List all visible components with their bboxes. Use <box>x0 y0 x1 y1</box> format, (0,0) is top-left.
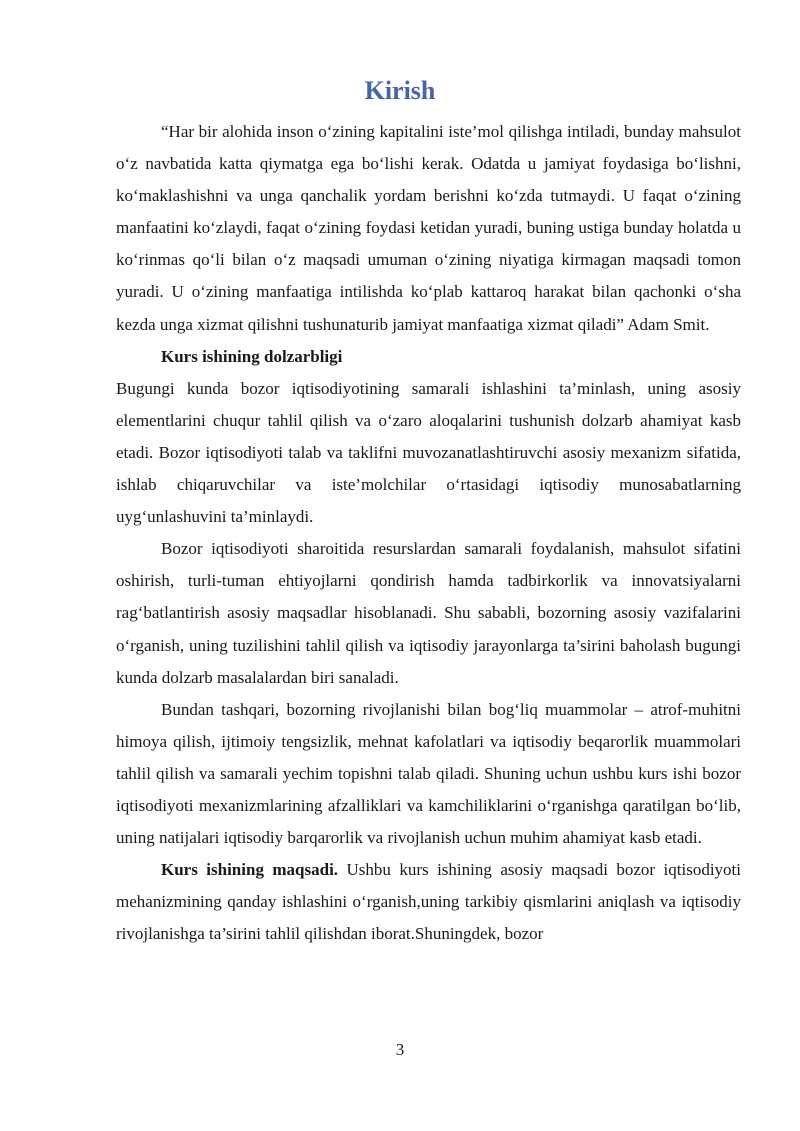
goal-label: Kurs ishining maqsadi. <box>161 860 339 880</box>
page-title: Kirish <box>364 76 436 105</box>
paragraph-3: Bundan tashqari, bozorning rivojlanishi bilan bog‘liq muammolar – atrof-muhitni himoya qilish, ijtimoiy tengsizlik, mehnat kafolatlari va iqtisodiy beqarorlik muammolari tahlil qilish va samarali yechim topishni talab qiladi. Shuning uchun ushbu kurs ishi bozor iqtisodiyoti mexanizmlarining afzalliklari va kamchiliklarini o‘rganishga qaratilgan bo‘lib, uning natijalari iqtisodiy barqarorlik va rivojlanish uchun muhim ahamiyat kasb etadi. <box>116 699 741 848</box>
page-number: 3 <box>395 1040 405 1059</box>
paragraph-2: Bozor iqtisodiyoti sharoitida resurslardan samarali foydalanish, mahsulot sifatini oshirish, turli-tuman ehtiyojlarni qondirish hamda tadbirkorlik va innovatsiyalarni rag‘batlantirish asosiy maqsadlar hisoblanadi. Shu sababli, bozorning asosiy vazifalarini o‘rganish, uning tuzilishini tahlil qilish va iqtisodiy jarayonlarga ta’sirini baholash bugungi kunda dolzarb masalalardan biri sanaladi. <box>116 539 741 687</box>
epigraph-quote: “Har bir alohida inson o‘zining kapitalini iste’mol qilishga intiladi, bunday mahsulot o‘z navbatida katta qiymatga ega bo‘lishi kerak. Odatda u jamiyat foydasiga bo‘lishni, ko‘maklashishni va unga qanchalik yordam berishni ko‘zda tutmaydi. U faqat o‘zining manfaatini ko‘zlaydi, faqat o‘zining foydasi ketidan yuradi, buning ustiga bunday holatda u ko‘rinmas qo‘li bilan o‘z maqsadi umuman o‘zining niyatiga kirmagan maqsadi tomon yuradi. U o‘zining manfaatiga intilishda ko‘plab kattaroq harakat bilan qachonki o‘sha kezda unga xizmat qilishni tushunaturib jamiyat manfaatiga xizmat qiladi” Adam Smit. <box>116 122 741 334</box>
goal-paragraph <box>116 854 741 950</box>
relevance-heading: Kurs ishining dolzarbligi <box>161 346 343 366</box>
goal-text: Ushbu kurs ishining asosiy maqsadi bozor iqtisodiyoti mehanizmining qanday ishlashini o‘rganish,uning tarkibiy qismlarini aniqlash va iqtisodiy rivojlanishga ta’sirini tahlil qilishdan iborat.Shuningdek, bozor <box>116 860 741 944</box>
paragraph-1: Bugungi kunda bozor iqtisodiyotining samarali ishlashini ta’minlash, uning asosiy elementlarini chuqur tahlil qilish va o‘zaro aloqalarini tushunish dolzarb ahamiyat kasb etadi. Bozor iqtisodiyoti talab va taklifni muvozanatlashtiruvchi asosiy mexanizm sifatida, ishlab chiqaruvchilar va iste’molchilar o‘rtasidagi iqtisodiy munosabatlarning uyg‘unlashuvini ta’minlaydi. <box>116 378 741 527</box>
body-text <box>116 116 741 950</box>
